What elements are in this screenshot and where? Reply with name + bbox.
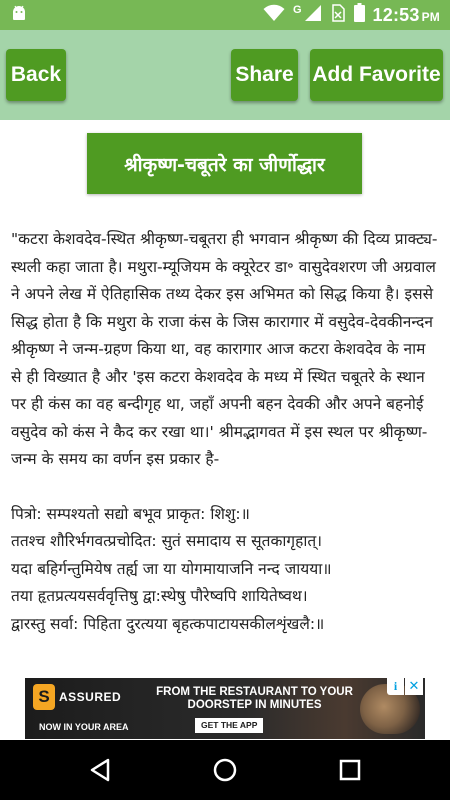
navigation-bar bbox=[0, 740, 450, 800]
article-content[interactable] bbox=[11, 226, 439, 684]
status-time bbox=[373, 5, 440, 26]
battery-icon bbox=[354, 3, 365, 27]
status-bar bbox=[0, 0, 450, 30]
no-sim-icon bbox=[330, 4, 346, 27]
ad-headline: FROM THE RESTAURANT TO YOUR DOORSTEP IN MINUTES bbox=[156, 686, 353, 711]
verse-line: द्वारस्तु सर्वा: पिहिता दुरत्यया बृहत्कपाटायसकीलशृंखलै:॥ bbox=[11, 614, 325, 633]
verse-line: तया हृतप्रत्ययसर्ववृत्तिषु द्वा:स्थेषु पौरेष्वपि शायितेष्वथ। bbox=[11, 587, 308, 605]
clock-time: 12:53 bbox=[372, 4, 420, 25]
ad-subline: NOW IN YOUR AREA bbox=[39, 722, 129, 732]
signal-icon bbox=[304, 4, 322, 27]
verse-line: ततश्च शौरिर्भगवत्प्रचोदित: सुतं समादाय स सूतकागृहात्। bbox=[11, 532, 323, 550]
android-icon bbox=[10, 4, 28, 26]
back-button[interactable]: Back bbox=[6, 49, 66, 101]
ad-logo: S bbox=[33, 684, 55, 710]
verse-line: यदा बहिर्गन्तुमियेष तर्ह्य जा या योगमायाजनि नन्द जायया॥ bbox=[11, 559, 332, 578]
add-favorite-button[interactable]: Add Favorite bbox=[310, 49, 443, 101]
ad-brand: ASSURED bbox=[59, 690, 122, 704]
back-triangle-icon[interactable] bbox=[84, 754, 116, 786]
ad-cta-button[interactable]: GET THE APP bbox=[195, 718, 263, 733]
article-title: श्रीकृष्ण-चबूतरे का जीर्णोद्धार bbox=[87, 133, 362, 194]
verse-block bbox=[11, 501, 439, 639]
recents-square-icon[interactable] bbox=[334, 754, 366, 786]
share-button[interactable]: Share bbox=[231, 49, 298, 101]
network-type-label: G bbox=[292, 4, 302, 16]
ad-info-icon[interactable]: i bbox=[387, 678, 404, 695]
clock-ampm: PM bbox=[421, 9, 440, 24]
verse-line: पित्रो: सम्पश्यतो सद्यो बभूव प्राकृत: शिशु:॥ bbox=[11, 504, 250, 523]
article-paragraph: "कटरा केशवदेव-स्थित श्रीकृष्ण-चबूतरा ही भगवान श्रीकृष्ण की दिव्य प्राक्ट्य-स्थली कहा जाता है। मथुरा-म्यूजियम के क्यूरेटर डा॰ वासुदेवशरण जी अग्रवाल ने अपने लेख में ऐतिहासिक तथ्य देकर इस अभिमत को सिद्ध किया है। इससे सिद्ध होता है कि मथुरा के राजा कंस के जिस कारागार में वसुदेव-देवकीनन्दन श्रीकृष्ण ने जन्म-ग्रहण किया था, वह कारागार आज कटरा केशवदेव के नाम से ही विख्यात है और 'इस कटरा केशवदेव के मध्य में स्थित चबूतरे के स्थान पर ही कंस का वह बन्दीगृह था, जहाँ अपनी बहन देवकी और अपने बहनोई वसुदेव को कंस ने कैद कर रखा था।' श्रीमद्भागवत में इस स्थल पर श्रीकृष्ण-जन्म के समय का वर्णन इस प्रकार है- bbox=[11, 230, 438, 468]
ad-close-icon[interactable]: ✕ bbox=[405, 678, 423, 695]
ad-banner[interactable] bbox=[25, 678, 425, 739]
home-circle-icon[interactable] bbox=[209, 754, 241, 786]
app-toolbar bbox=[0, 30, 450, 120]
wifi-icon bbox=[263, 4, 285, 27]
